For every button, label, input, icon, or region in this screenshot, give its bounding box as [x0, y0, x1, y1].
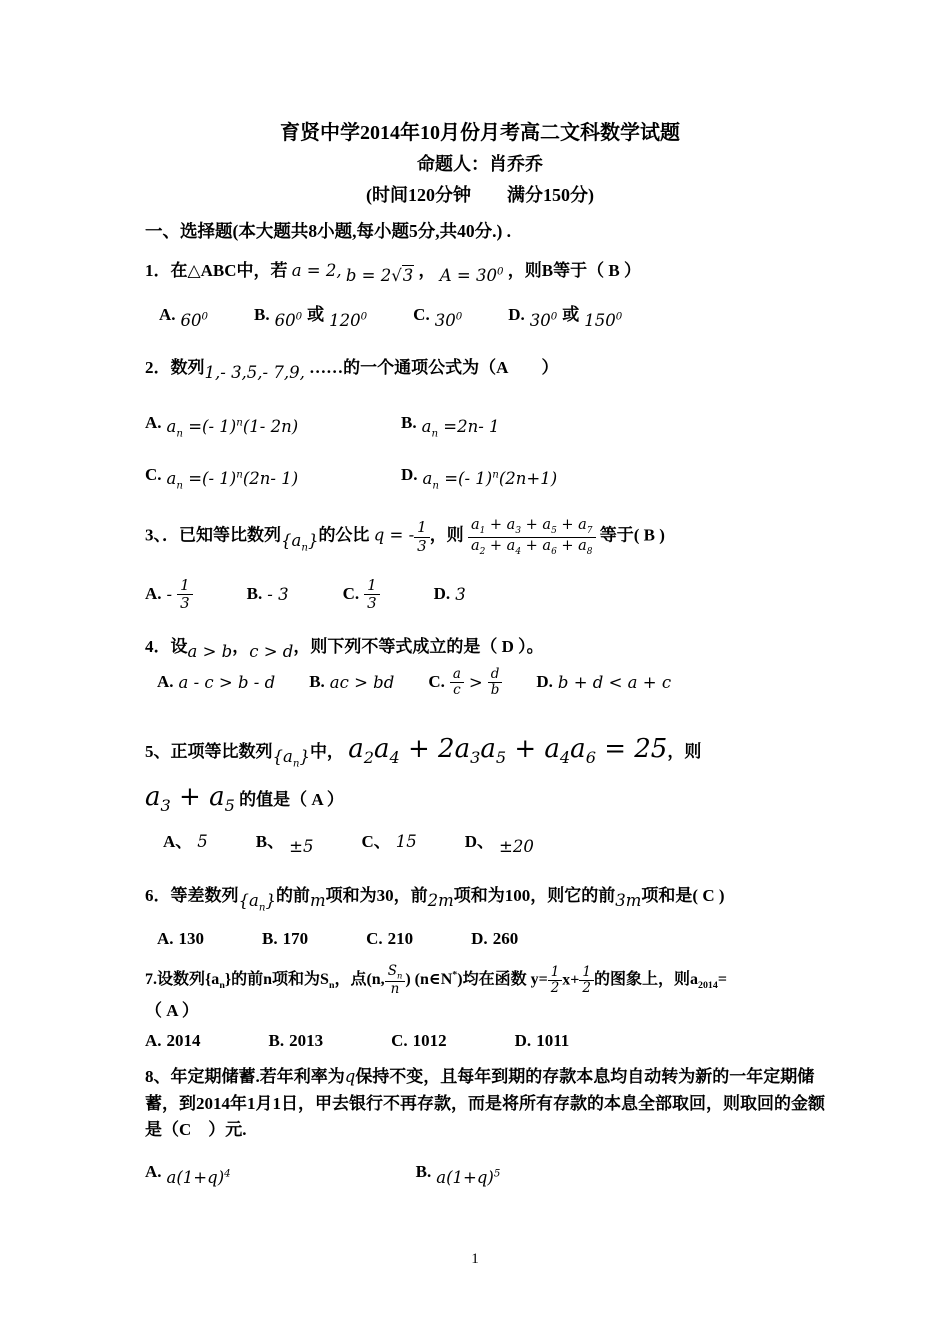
q1-option-d [508, 302, 622, 328]
q7-option-c [391, 1028, 447, 1054]
q2-option-c [145, 461, 401, 492]
q3-stem-mid2: ，则 [429, 525, 464, 545]
question-5 [145, 729, 815, 856]
option-label: A. [157, 928, 174, 948]
option-value: 1011 [536, 1031, 570, 1051]
q7-one-half-fraction-2 [579, 965, 594, 997]
q5-stem-line1 [145, 729, 815, 771]
q7-stem-mid: ) (n∈N*)均在函数 y= [405, 970, 548, 989]
option-value: 130 [178, 928, 205, 948]
option-formula: $a_n =2n-$ 1 [421, 417, 500, 440]
q5-option-a [163, 829, 208, 855]
q3-option-d [434, 581, 466, 607]
option-value: $30^0$ [529, 310, 558, 330]
q4-stem-pre: 4．设 [145, 637, 188, 657]
q6-2m: 2m [427, 891, 454, 911]
option-formula: $a_n$ =(- 1)$^n$(2n- 1) [166, 469, 299, 492]
option-label: D. [514, 1031, 532, 1051]
q7-option-a [145, 1028, 201, 1054]
option-label: B. [415, 1162, 432, 1182]
q5-line2-post: 的值是（ A ） [239, 789, 344, 809]
q6-m: m [309, 891, 326, 911]
option-label: A. [145, 1031, 162, 1051]
option-value: ±20 [499, 837, 534, 857]
q5-main-formula: $a_2a_4 + 2a_3a_5 + a_4a_6 = 25$ [348, 733, 668, 767]
fraction-numerator: $a_1 + a_3 + a_5 + a_7$ [468, 517, 596, 537]
option-label: D. [536, 672, 553, 692]
option-minus: - [166, 584, 173, 604]
question-1 [145, 258, 815, 329]
q1-a-equation: a = 2, [291, 261, 342, 280]
q6-3m: 3m [615, 891, 642, 911]
q7-answer-line [145, 998, 815, 1024]
option-fraction [177, 577, 193, 613]
option-fraction-1 [450, 667, 464, 699]
sqrt-radicand: 3 [402, 266, 414, 285]
sequence-name: $\{a_n\}$ [272, 746, 310, 769]
q8-rate-variable: q [344, 1067, 356, 1087]
q3-stem-mid1: 的公比 [318, 525, 370, 545]
option-value: 15 [395, 832, 417, 852]
exam-author-line: 命题人：肖乔乔 [417, 154, 543, 174]
q6-stem-pre: 6．等差数列 [145, 886, 239, 906]
option-label: C. [342, 584, 360, 604]
q8-line2 [145, 1091, 825, 1117]
sqrt-icon: √ [391, 266, 402, 285]
option-label: A、 [163, 832, 193, 851]
q2-option-b [401, 409, 557, 440]
sequence-name: $\{a_n\}$ [281, 530, 319, 554]
q2-stem-post: ……的一个通项公式为（A ） [309, 357, 559, 377]
q4-option-c [428, 667, 502, 699]
q5-option-d [465, 829, 534, 855]
option-label: B、 [255, 832, 285, 851]
option-label: A. [159, 305, 176, 325]
option-value: 5 [197, 832, 208, 852]
option-label: B. [254, 305, 270, 325]
fraction-denominator: $a_2 + a_4 + a_6 + a_8$ [470, 537, 593, 557]
q1-b-equation [346, 263, 414, 289]
q3-stem [145, 517, 815, 556]
q2-option-d [401, 461, 558, 492]
q2-stem [145, 355, 815, 381]
option-value: 2014 [166, 1031, 201, 1051]
q6-options [145, 926, 815, 952]
q3-big-fraction [468, 517, 596, 556]
fraction-denominator: 2 [582, 980, 591, 997]
option-label: D. [508, 305, 525, 325]
q6-option-b [262, 926, 308, 952]
q4-option-a [157, 669, 275, 695]
q1-option-a [159, 302, 208, 328]
question-6 [145, 883, 815, 952]
q3-ratio-lhs: q = - [373, 525, 415, 545]
fraction-numerator: 1 [414, 519, 430, 537]
option-label: A. [145, 1162, 162, 1182]
q7-x-plus: x+ [562, 971, 580, 989]
q7-one-half-fraction-1 [548, 965, 563, 997]
option-value: 170 [282, 928, 309, 948]
option-value: a - c > b - d [178, 672, 276, 692]
option-value-2: $120^0$ [329, 310, 368, 330]
q4-option-b [309, 669, 394, 695]
fraction-numerator: 1 [548, 965, 563, 982]
option-or-text: 或 [307, 305, 325, 325]
q7-sn-over-n-fraction [385, 964, 406, 998]
option-label: A. [145, 412, 162, 432]
q5-options [145, 829, 815, 855]
q6-stem-post: 项和是( C ) [641, 886, 725, 906]
option-label: B. [309, 672, 325, 692]
fraction-numerator: $S_n$ [385, 964, 406, 982]
option-label: C、 [361, 832, 391, 851]
q2-options [145, 409, 815, 492]
q6-option-d [471, 926, 518, 952]
option-fraction-2 [488, 667, 503, 699]
option-label: D、 [464, 832, 495, 851]
question-8 [145, 1064, 825, 1187]
q1-options [145, 302, 815, 328]
q2-option-a [145, 409, 401, 440]
q3-ratio-fraction [414, 519, 430, 555]
q6-stem-mid2: 项和为30，前 [325, 886, 428, 906]
q8-line2-text: 蓄，到2014年1月1日，甲去银行不再存款，而是将所有存款的本息全部取回，则取回的金额 [145, 1093, 825, 1113]
q5-stem-line2 [145, 777, 815, 819]
option-label: C. [366, 928, 383, 948]
q7-answer: （ A ） [145, 1000, 199, 1020]
q8-options [145, 1159, 815, 1185]
option-value: ac > bd [329, 672, 395, 692]
q4-comma: ， [232, 637, 250, 657]
option-label: B. [401, 412, 417, 432]
option-label: B. [268, 1031, 285, 1051]
q8-line3 [145, 1117, 815, 1143]
q6-stem-mid1: 的前 [275, 886, 310, 906]
fraction-denominator: 2 [550, 980, 560, 997]
option-fraction [364, 577, 380, 613]
fraction-denominator: b [490, 682, 500, 699]
option-value: 2013 [289, 1031, 324, 1051]
fraction-numerator: d [488, 667, 503, 684]
fraction-denominator: 3 [180, 594, 190, 613]
option-value: ±5 [289, 837, 314, 857]
fraction-denominator: 3 [417, 536, 427, 555]
option-label: A. [145, 584, 162, 604]
sequence-name: $\{a_n\}$ [238, 891, 276, 914]
q6-stem-mid3: 项和为100，则它的前 [453, 886, 616, 906]
option-value-2: $150^0$ [584, 310, 623, 330]
q6-stem [145, 883, 815, 914]
q7-options [145, 1028, 815, 1054]
option-label: D. [401, 465, 418, 485]
option-label: C. [428, 672, 445, 692]
option-formula: $a(1+q)^4$ [166, 1167, 231, 1187]
option-label: C. [413, 305, 430, 325]
relation-symbol: > [468, 672, 483, 692]
option-value: 210 [387, 928, 414, 948]
option-or-text: 或 [562, 305, 580, 325]
question-7 [145, 964, 815, 1055]
q1-stem [145, 258, 815, 284]
question-2 [145, 355, 815, 490]
q8-line1 [145, 1064, 815, 1090]
q5-stem-pre: 5、正项等比数列 [145, 741, 273, 761]
q3-option-c [343, 577, 380, 613]
option-label: A. [157, 672, 174, 692]
q5-option-b [256, 829, 314, 855]
q8-option-b [416, 1159, 501, 1185]
q6-option-a [157, 926, 204, 952]
q3-option-a [145, 577, 193, 613]
q2-sequence: 1,- 3,5,- 7,9, [204, 362, 305, 382]
q1-angle-equation: $A = 30^0$ [439, 266, 504, 285]
option-formula: $a_n$ =(- 1)$^n$(1- 2n) [166, 417, 299, 440]
q6-option-c [366, 926, 413, 952]
q8-line3-text: 是（C ）元. [145, 1120, 247, 1140]
q3-stem-pre: 3、．已知等比数列 [145, 525, 281, 545]
option-value: 3 [455, 584, 466, 604]
q4-stem-post: ，则下列不等式成立的是（ D ）。 [293, 637, 544, 657]
q5-stem-post: ，则 [667, 741, 702, 761]
q4-inequality-1: a > b [187, 642, 233, 662]
q7-stem [145, 964, 815, 998]
q3-stem-post: 等于( B ) [599, 525, 665, 545]
q3-options [145, 577, 815, 613]
q8-option-a [145, 1159, 231, 1185]
fraction-denominator: c [453, 682, 461, 699]
q4-inequality-2: c > d [249, 642, 294, 662]
q5-option-c [361, 829, 416, 855]
q1-option-b [254, 302, 367, 328]
option-value: 260 [492, 928, 519, 948]
question-3 [145, 517, 815, 612]
option-value: $30^0$ [434, 310, 463, 330]
q4-option-d [536, 669, 671, 695]
option-label: C. [391, 1031, 408, 1051]
option-formula: $a(1+q)^5$ [436, 1167, 501, 1187]
q8-line1-post: 保持不变，且每年到期的存款本息均自动转为新的一年定期储 [355, 1067, 815, 1087]
option-value: $60^0$ [274, 310, 303, 330]
option-label: D. [471, 928, 488, 948]
fraction-numerator: 1 [579, 965, 594, 982]
q7-stem-post: 的图象上，则$a_{2014}=$ [594, 971, 727, 992]
fraction-numerator: 1 [177, 577, 193, 595]
option-value: 1012 [412, 1031, 447, 1051]
section-heading: 一、选择题(本大题共8小题,每小题5分,共40分.) . [145, 221, 512, 241]
q8-line1-pre: 8、年定期储蓄.若年利率为 [145, 1067, 345, 1087]
q1-comma: ， [418, 261, 436, 280]
question-4 [145, 634, 815, 698]
page-number: 1 [471, 1251, 479, 1267]
q5-stem-mid: 中， [309, 741, 344, 761]
option-value: b + d < a + c [557, 672, 672, 692]
q1-stem-pre: 1．在△ABC中，若 [145, 261, 288, 280]
option-label: D. [433, 584, 451, 604]
option-label: B. [262, 928, 278, 948]
option-label: B. [246, 584, 263, 604]
q5-target-expression: $a_3 + a_5$ [145, 781, 235, 816]
q3-option-b [247, 581, 289, 607]
fraction-denominator: 3 [367, 594, 377, 613]
q7-option-d [515, 1028, 570, 1054]
option-value: $60^0$ [180, 310, 209, 330]
option-formula: $a_n$ =(- 1)$^n$(2n+1) [422, 469, 558, 492]
exam-time-score-line: (时间120分钟 满分150分) [366, 185, 594, 205]
b-equation-lhs: b = 2 [345, 266, 392, 285]
fraction-denominator: n [390, 981, 400, 998]
option-value: - 3 [267, 584, 289, 604]
q1-option-c [413, 302, 462, 328]
q7-option-b [269, 1028, 324, 1054]
fraction-numerator: 1 [364, 577, 380, 595]
option-label: C. [145, 465, 162, 485]
q4-options [145, 667, 815, 699]
q2-stem-pre: 2．数列 [145, 357, 205, 377]
q4-stem [145, 634, 815, 660]
fraction-numerator: a [450, 667, 464, 684]
q7-stem-pre: 7.设数列$\{a_n\}$的前n项和为$S_n$，点(n, [145, 971, 385, 992]
q1-stem-post: ，则B等于（ B ） [507, 261, 641, 280]
exam-title: 育贤中学2014年10月份月考高二文科数学试题 [280, 122, 680, 144]
